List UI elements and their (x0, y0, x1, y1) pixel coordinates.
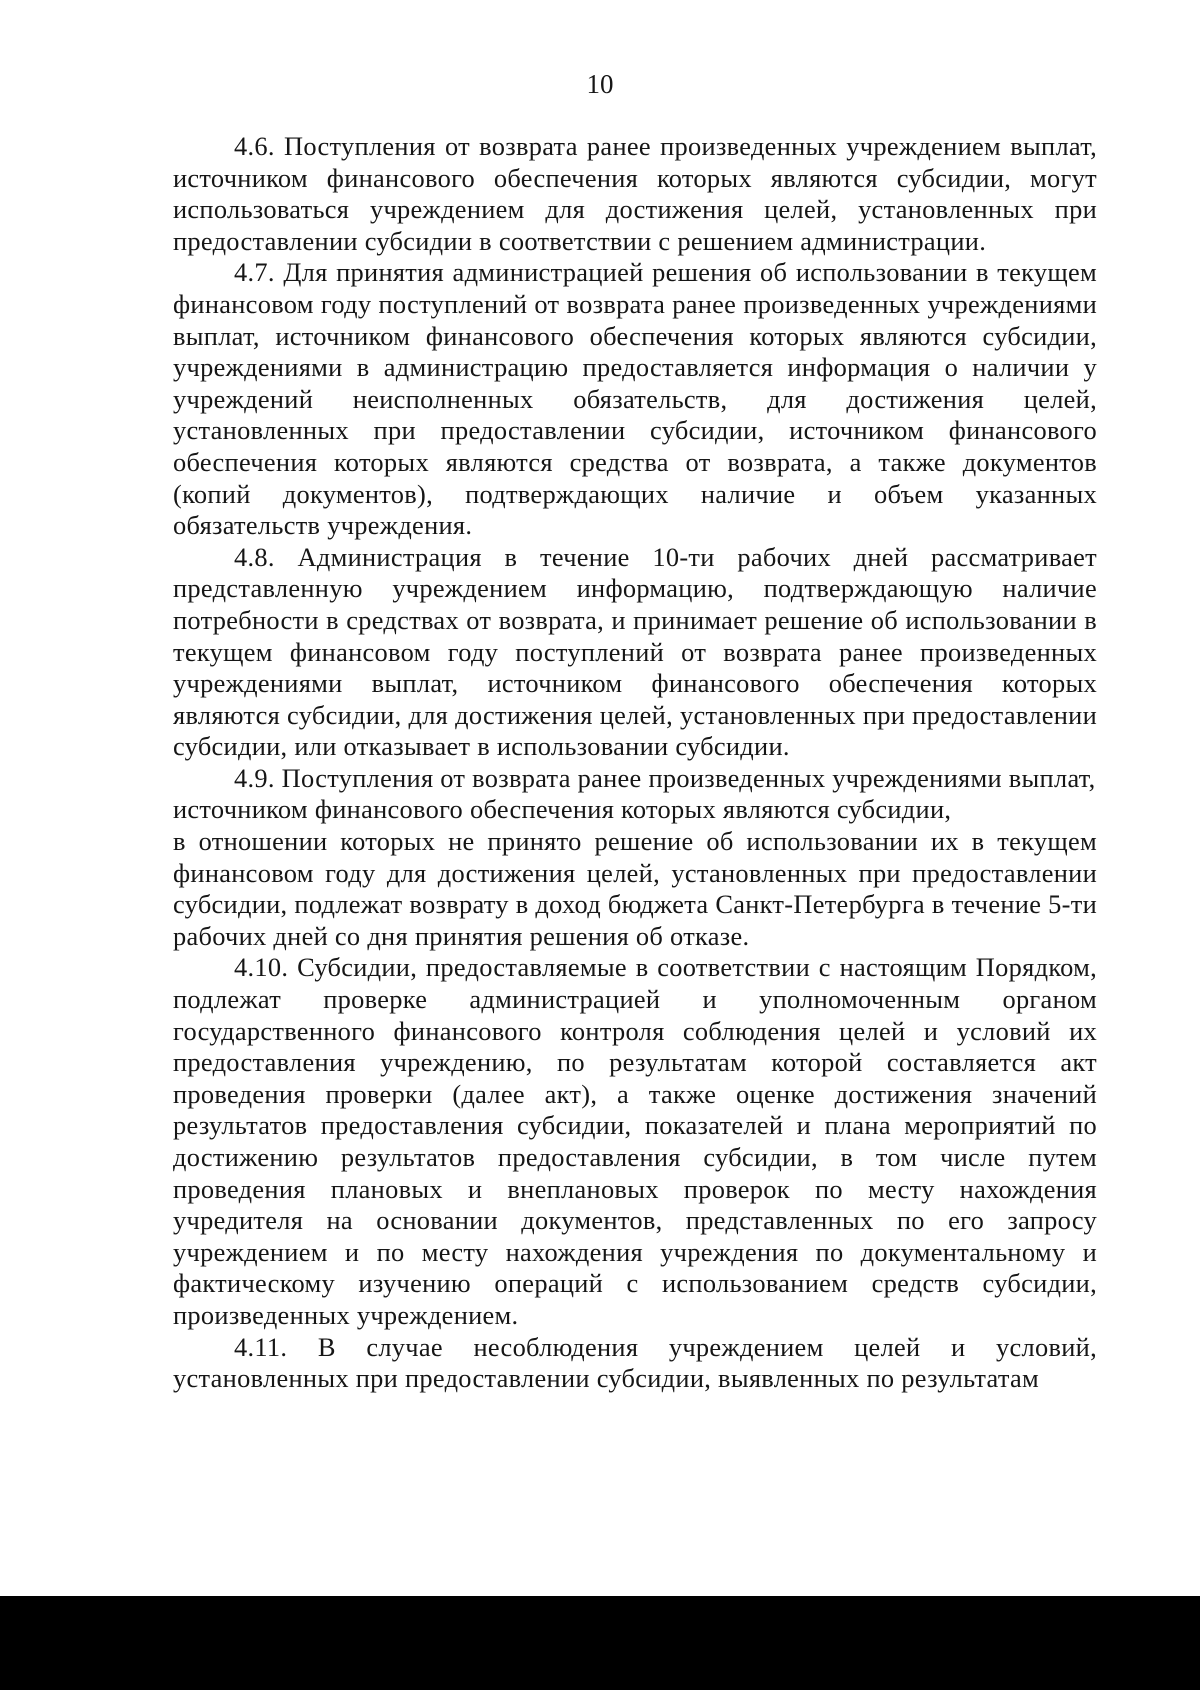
paragraph-4-9: 4.9. Поступления от возврата ранее произведенных учреждениями выплат, источником финансового обеспечения которых являются субсидии, (173, 762, 1096, 825)
paragraph-4-7: 4.7. Для принятия администрацией решения об использовании в текущем финансовом году поступлений от возврата ранее произведенных учреждениями выплат, источником финансового обеспечения которых являются субсидии, учреждениями в администрацию предоставляется информация о наличии у учреждений неисполненных обязательств, для достижения целей, установленных при предоставлении субсидии, источником финансового обеспечения которых являются средства от возврата, а также документов (копий документов), подтверждающих наличие и объем указанных обязательств учреждения. (173, 257, 1097, 541)
document-body (173, 131, 1097, 1395)
paragraph-4-10: 4.10. Субсидии, предоставляемые в соответствии с настоящим Порядком, подлежат проверке администрацией и уполномоченным органом государственного финансового контроля соблюдения целей и условий их предоставления учреждению, по результатам которой составляется акт проведения проверки (далее акт), а также оценке достижения значений результатов предоставления субсидии, показателей и плана мероприятий по достижению результатов предоставления субсидии, в том числе путем проведения плановых и внеплановых проверок по месту нахождения учредителя на основании документов, представленных по его запросу учреждением и по месту нахождения учреждения по документальному и фактическому изучению операций с использованием средств субсидии, произведенных учреждением. (173, 952, 1097, 1330)
paragraph-4-6: 4.6. Поступления от возврата ранее произведенных учреждением выплат, источником финансового обеспечения которых являются субсидии, могут использоваться учреждением для достижения целей, установленных при предоставлении субсидии в соответствии с решением администрации. (173, 131, 1097, 256)
page-number: 10 (586, 69, 614, 99)
paragraph-4-8: 4.8. Администрация в течение 10-ти рабочих дней рассматривает представленную учреждением информацию, подтверждающую наличие потребности в средствах от возврата, и принимает решение об использовании в текущем финансовом году поступлений от возврата ранее произведенных учреждениями выплат, источником финансового обеспечения которых являются субсидии, для достижения целей, установленных при предоставлении субсидии, или отказывает в использовании субсидии. (173, 541, 1097, 762)
paragraph-4-9-continued: в отношении которых не принято решение об использовании их в текущем финансовом году для достижения целей, установленных при предоставлении субсидии, подлежат возврату в доход бюджета Санкт-Петербурга в течение 5-ти рабочих дней со дня принятия решения об отказе. (173, 826, 1097, 951)
paragraph-4-11: 4.11. В случае несоблюдения учреждением целей и условий, установленных при предоставлении субсидии, выявленных по результатам (173, 1331, 1097, 1394)
scan-bottom-band (0, 1596, 1200, 1690)
